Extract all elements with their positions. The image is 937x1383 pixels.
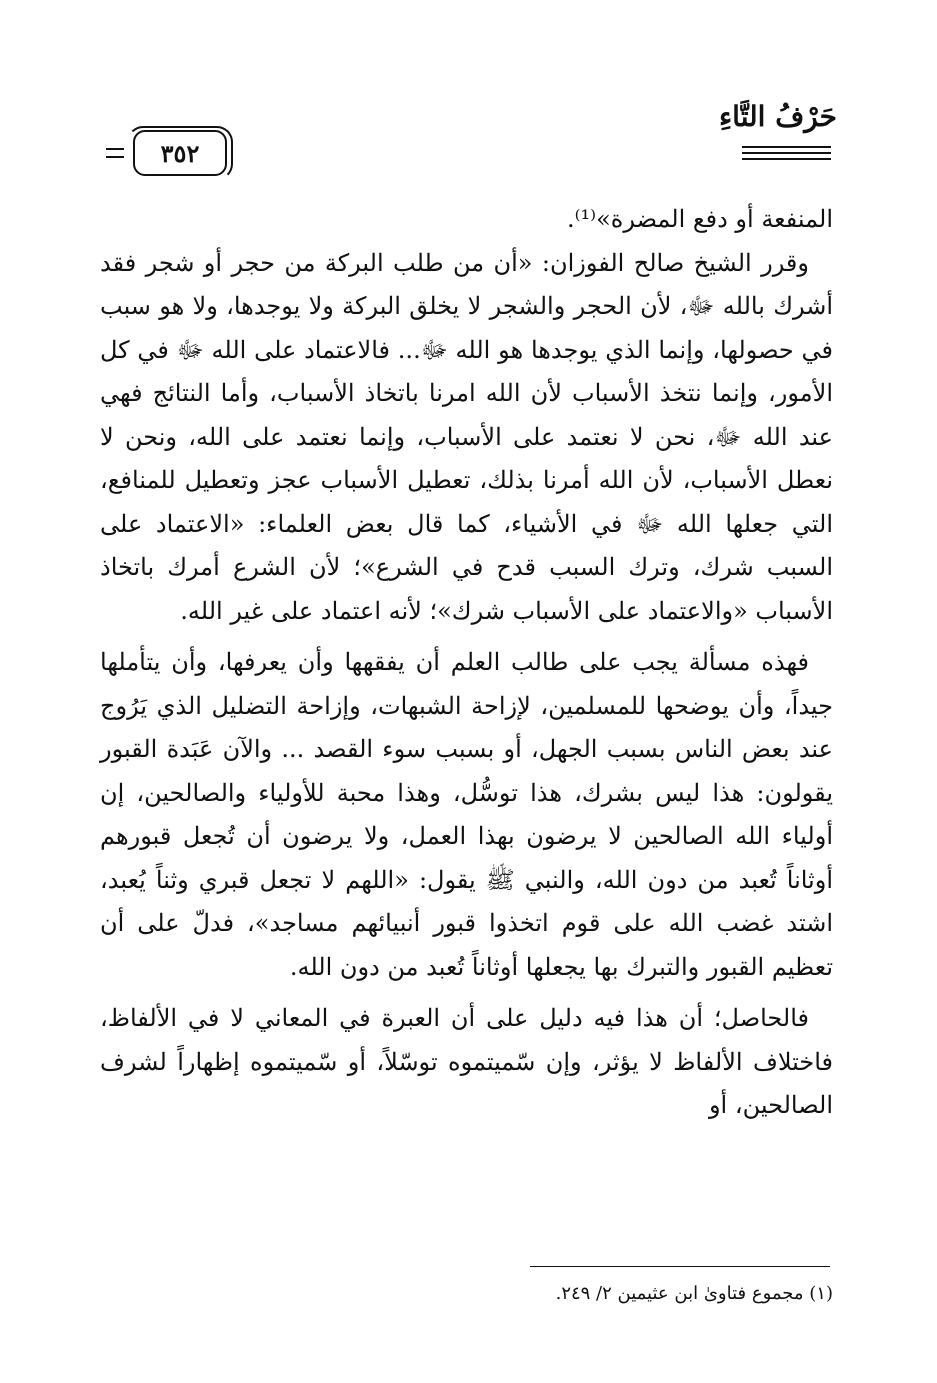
- chapter-title: حَرْفُ التَّاءِ: [719, 100, 837, 133]
- footnote-divider: [530, 1266, 830, 1267]
- header-rule-left: [106, 148, 124, 158]
- paragraph-1: المنفعة أو دفع المضرة»⁽¹⁾.: [567, 205, 833, 233]
- page-number: [133, 130, 227, 176]
- paragraph-2: وقرر الشيخ صالح الفوزان: «أن من طلب البركة من حجر أو شجر فقد أشرك بالله ﷻ، لأن الحجر والشجر لا يخلق البركة ولا يوجدها، ولا هو سبب في حصولها، وإنما الذي يوجدها هو الله ﷻ... فالاعتماد على الله ﷻ في كل الأمور، وإنما نتخذ الأسباب لأن الله امرنا باتخاذ الأسباب، وأما النتائج فهي عند الله ﷻ، نحن لا نعتمد على الأسباب، وإنما نعتمد على الله، ونحن لا نعطل الأسباب، لأن الله أمرنا بذلك، تعطيل الأسباب عجز وتعطيل للمنافع، التي جعلها الله ﷻ في الأشياء، كما قال بعض العلماء: «الاعتماد على السبب شرك، وترك السبب قدح في الشرع»؛ لأن الشرع أمرك باتخاذ الأسباب «والاعتماد على الأسباب شرك»؛ لأنه اعتماد على غير الله.: [100, 248, 833, 625]
- page-header: [0, 0, 937, 200]
- paragraph-4: فالحاصل؛ أن هذا فيه دليل على أن العبرة في المعاني لا في الألفاظ، فاختلاف الألفاظ لا يؤثر، وإن سّميتموه توسّلاً، أو سّميتموه إظهاراً لشرف الصالحين، أو: [100, 1004, 834, 1119]
- header-rule: [742, 146, 831, 160]
- main-text: [100, 198, 833, 1128]
- paragraph-3: فهذه مسألة يجب على طالب العلم أن يفقهها وأن يعرفها، وأن يتأملها جيداً، وأن يوضحها للمسلمين، لإزاحة الشبهات، وإزاحة التضليل الذي يَرُوج عند بعض الناس بسبب الجهل، أو بسبب سوء القصد ... والآن عَبَدة القبور يقولون: هذا ليس بشرك، هذا توسُّل، وهذا محبة للأولياء والصالحين، إن أولياء الله الصالحين لا يرضون بهذا العمل، ولا يرضون أن تُجعل قبورهم أوثاناً تُعبد من دون الله، والنبي ﷺ يقول: «اللهم لا تجعل قبري وثناً يُعبد، اشتد غضب الله على قوم اتخذوا قبور أنبيائهم مساجد»، فدلّ على أن تعظيم القبور والتبرك بها يجعلها أوثاناً تُعبد من دون الله.: [100, 648, 833, 981]
- footnote: (١) مجموع فتاوىٰ ابن عثيمين ٢/ ٢٤٩.: [555, 1283, 833, 1304]
- page-number-text: ٣٥٢: [160, 138, 200, 168]
